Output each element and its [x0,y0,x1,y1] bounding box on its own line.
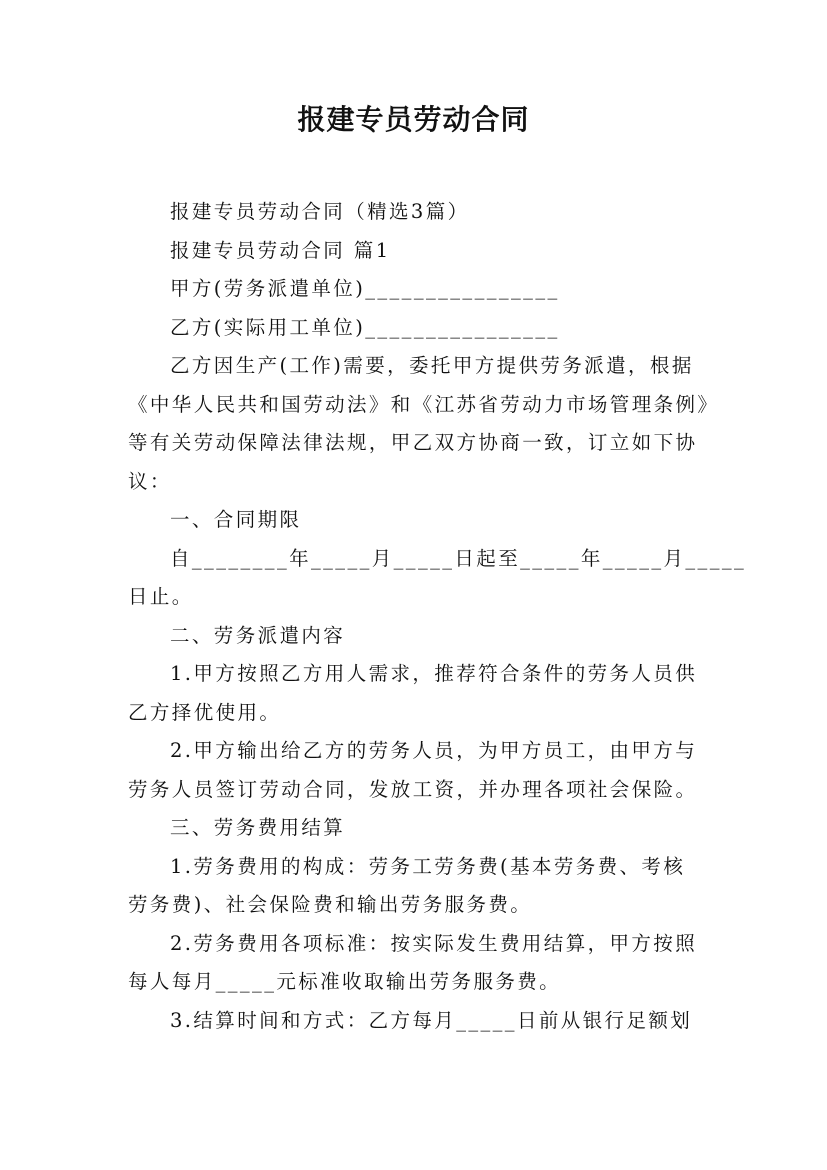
paragraph-line: 议： [128,469,172,493]
party-a-line: 甲方(劳务派遣单位)________________ [170,277,560,300]
subtitle-line: 报建专员劳动合同（精选3篇） [170,200,470,223]
paragraph-line: 乙方择优使用。 [128,700,282,724]
clause-heading: 三、劳务费用结算 [170,816,346,839]
party-b-line: 乙方(实际用工单位)________________ [170,315,560,339]
paragraph-line: 2.劳务费用各项标准：按实际发生费用结算，甲方按照 [170,931,698,955]
paragraph-line: 日止。 [128,585,194,608]
document-body [128,193,747,1040]
paragraph-line: 乙方因生产(工作)需要，委托甲方提供劳务派遣，根据 [170,354,694,377]
paragraph-line: 2.甲方输出给乙方的劳务人员，为甲方员工，由甲方与 [170,739,698,762]
paragraph-line: 等有关劳动保障法律法规，甲乙双方协商一致，订立如下协 [128,431,698,454]
paragraph-line: 劳务费)、社会保险费和输出劳务服务费。 [128,893,533,916]
paragraph-line: 3.结算时间和方式：乙方每月_____日前从银行足额划 [170,1008,693,1032]
clause-heading: 一、合同期限 [170,508,302,531]
paragraph-line: 1.劳务费用的构成：劳务工劳务费(基本劳务费、考核 [170,854,686,878]
document-title: 报建专员劳动合同 [297,103,530,136]
paragraph-line: 每人每月_____元标准收取输出劳务服务费。 [128,970,562,993]
clause-heading: 二、劳务派遣内容 [170,623,346,647]
paragraph-line: 自________年_____月_____日起至_____年_____月_____ [170,546,747,570]
section-heading-line: 报建专员劳动合同 篇1 [170,238,391,262]
paragraph-line: 《中华人民共和国劳动法》和《江苏省劳动力市场管理条例》 [128,392,720,416]
paragraph-line: 1.甲方按照乙方用人需求，推荐符合条件的劳务人员供 [170,662,698,685]
paragraph-line: 劳务人员签订劳动合同，发放工资，并办理各项社会保险。 [128,777,698,801]
